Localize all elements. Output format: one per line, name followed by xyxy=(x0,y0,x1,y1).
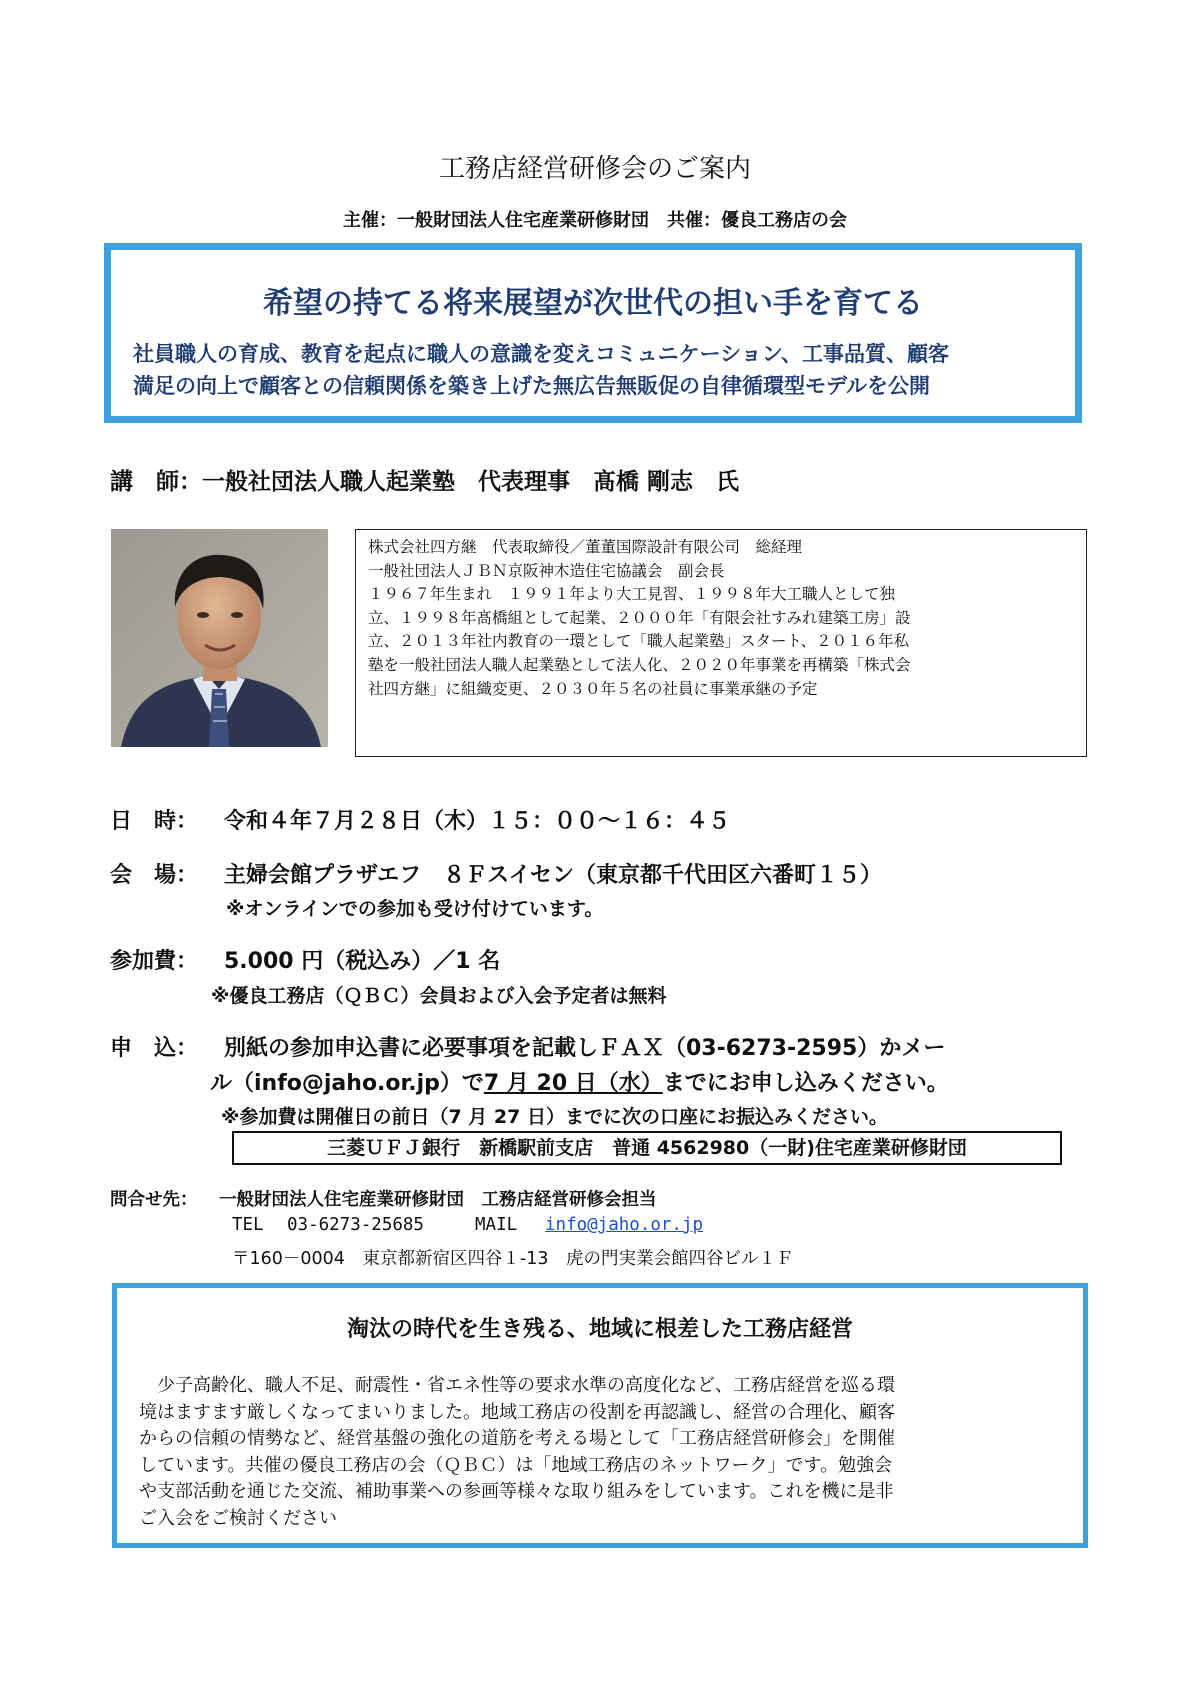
lecturer-line: 講 師：一般社団法人職人起業塾 代表理事 髙橋 剛志 氏 xyxy=(110,469,740,495)
apply-line-2 xyxy=(210,1066,949,1097)
bio-line: 一般社団法人ＪＢＮ京阪神木造住宅協議会 副会長 xyxy=(368,561,725,580)
tel-number: 03-6273-25685 xyxy=(287,1215,424,1235)
promo-title: 淘汰の時代を生き残る、地域に根差した工務店経営 xyxy=(346,1317,853,1342)
fee-label: 参加費： xyxy=(110,949,199,974)
promo-line: 少子高齢化、職人不足、耐震性・省エネ性等の要求水準の高度化など、工務店経営を巡る環 xyxy=(139,1375,895,1396)
bio-line: １９６７年生まれ １９９１年より大工見習、１９９８年大工職人として独 xyxy=(368,585,896,604)
promo-line: ご入会をご検討ください xyxy=(139,1507,337,1529)
apply-line-2-post: までにお申し込みください。 xyxy=(662,1071,949,1096)
promo-body xyxy=(139,1373,1071,1532)
banner-desc-line: 社員職人の育成、教育を起点に職人の意識を変えコミュニケーション、工事品質、顧客 xyxy=(133,341,950,366)
contact-org: 一般財団法人住宅産業研修財団 工務店経営研修会担当 xyxy=(219,1190,657,1210)
mail-link[interactable]: info@jaho.or.jp xyxy=(545,1215,704,1235)
fee-note: ※優良工務店（ＱＢＣ）会員および入会予定者は無料 xyxy=(211,985,667,1007)
bio-line: 社四方継」に組織変更、２０３０年５名の社員に事業承継の予定 xyxy=(368,679,818,698)
page-title: 工務店経営研修会のご案内 xyxy=(438,154,751,184)
apply-line-1: 別紙の参加申込書に必要事項を記載しＦＡＸ（03-6273-2595）かメー xyxy=(224,1036,946,1061)
banner-desc-line: 満足の向上で顧客との信頼関係を築き上げた無広告無販促の自律循環型モデルを公開 xyxy=(133,373,930,398)
apply-label: 申 込： xyxy=(110,1036,199,1061)
venue-note: ※オンラインでの参加も受け付けています。 xyxy=(226,898,604,920)
apply-deadline: 7 月 20 日（水） xyxy=(483,1071,663,1096)
venue-value: 主婦会館プラザエフ ８Ｆスイセン（東京都千代田区六番町１５） xyxy=(224,863,883,888)
lecturer-photo xyxy=(111,529,328,747)
apply-note: ※参加費は開催日の前日（7 月 27 日）までに次の口座にお振込みください。 xyxy=(221,1106,888,1128)
bio-line: 立、２０１３年社内教育の一環として「職人起業塾」スタート、２０１６年私 xyxy=(368,632,910,651)
datetime-label: 日 時： xyxy=(110,809,199,834)
promo-box xyxy=(112,1283,1088,1548)
contact-address: 〒160－0004 東京都新宿区四谷１-13 虎の門実業会館四谷ビル１Ｆ xyxy=(232,1249,794,1269)
bank-account-box: 三菱ＵＦＪ銀行 新橋駅前支店 普通 4562980（一財)住宅産業研修財団 xyxy=(232,1131,1062,1165)
banner-description xyxy=(133,338,1067,402)
banner-headline: 希望の持てる将来展望が次世代の担い手を育てる xyxy=(263,286,923,321)
venue-label: 会 場： xyxy=(110,863,199,888)
organizer-line: 主催：一般財団法人住宅産業研修財団 共催：優良工務店の会 xyxy=(343,210,847,231)
bio-line: 株式会社四方継 代表取締役／董董国際設計有限公司 総経理 xyxy=(368,538,803,556)
mail-label: MAIL xyxy=(475,1215,518,1235)
datetime-value: 令和４年７月２８日（木）１５：００～１６：４５ xyxy=(224,809,731,834)
apply-line-2-pre: ル（info@jaho.or.jp）で xyxy=(210,1071,484,1096)
lecturer-bio xyxy=(355,529,1087,757)
promo-line: 境はますます厳しくなってまいりました。地域工務店の役割を再認識し、経営の合理化、顧客 xyxy=(139,1401,895,1423)
bio-line: 立、１９９８年髙橋組として起業、２０００年「有限会社すみれ建築工房」設 xyxy=(368,608,911,627)
promo-line: からの信頼の情勢など、経営基盤の強化の道筋を考える場として「工務店経営研修会」を開催 xyxy=(139,1428,895,1449)
headline-banner xyxy=(104,243,1082,423)
fee-value: 5.000 円（税込み）／1 名 xyxy=(224,949,501,974)
contact-label: 問合せ先： xyxy=(110,1190,198,1210)
promo-line: や支部活動を通じた交流、補助事業への参画等様々な取り組みをしています。これを機に是非 xyxy=(139,1481,894,1502)
portrait-image xyxy=(111,529,328,747)
tel-label: TEL xyxy=(232,1215,264,1235)
promo-line: しています。共催の優良工務店の会（ＱＢＣ）は「地域工務店のネットワーク」です。勉強会 xyxy=(139,1454,893,1476)
bio-line: 塾を一般社団法人職人起業塾として法人化、２０２０年事業を再構築「株式会 xyxy=(368,655,911,674)
